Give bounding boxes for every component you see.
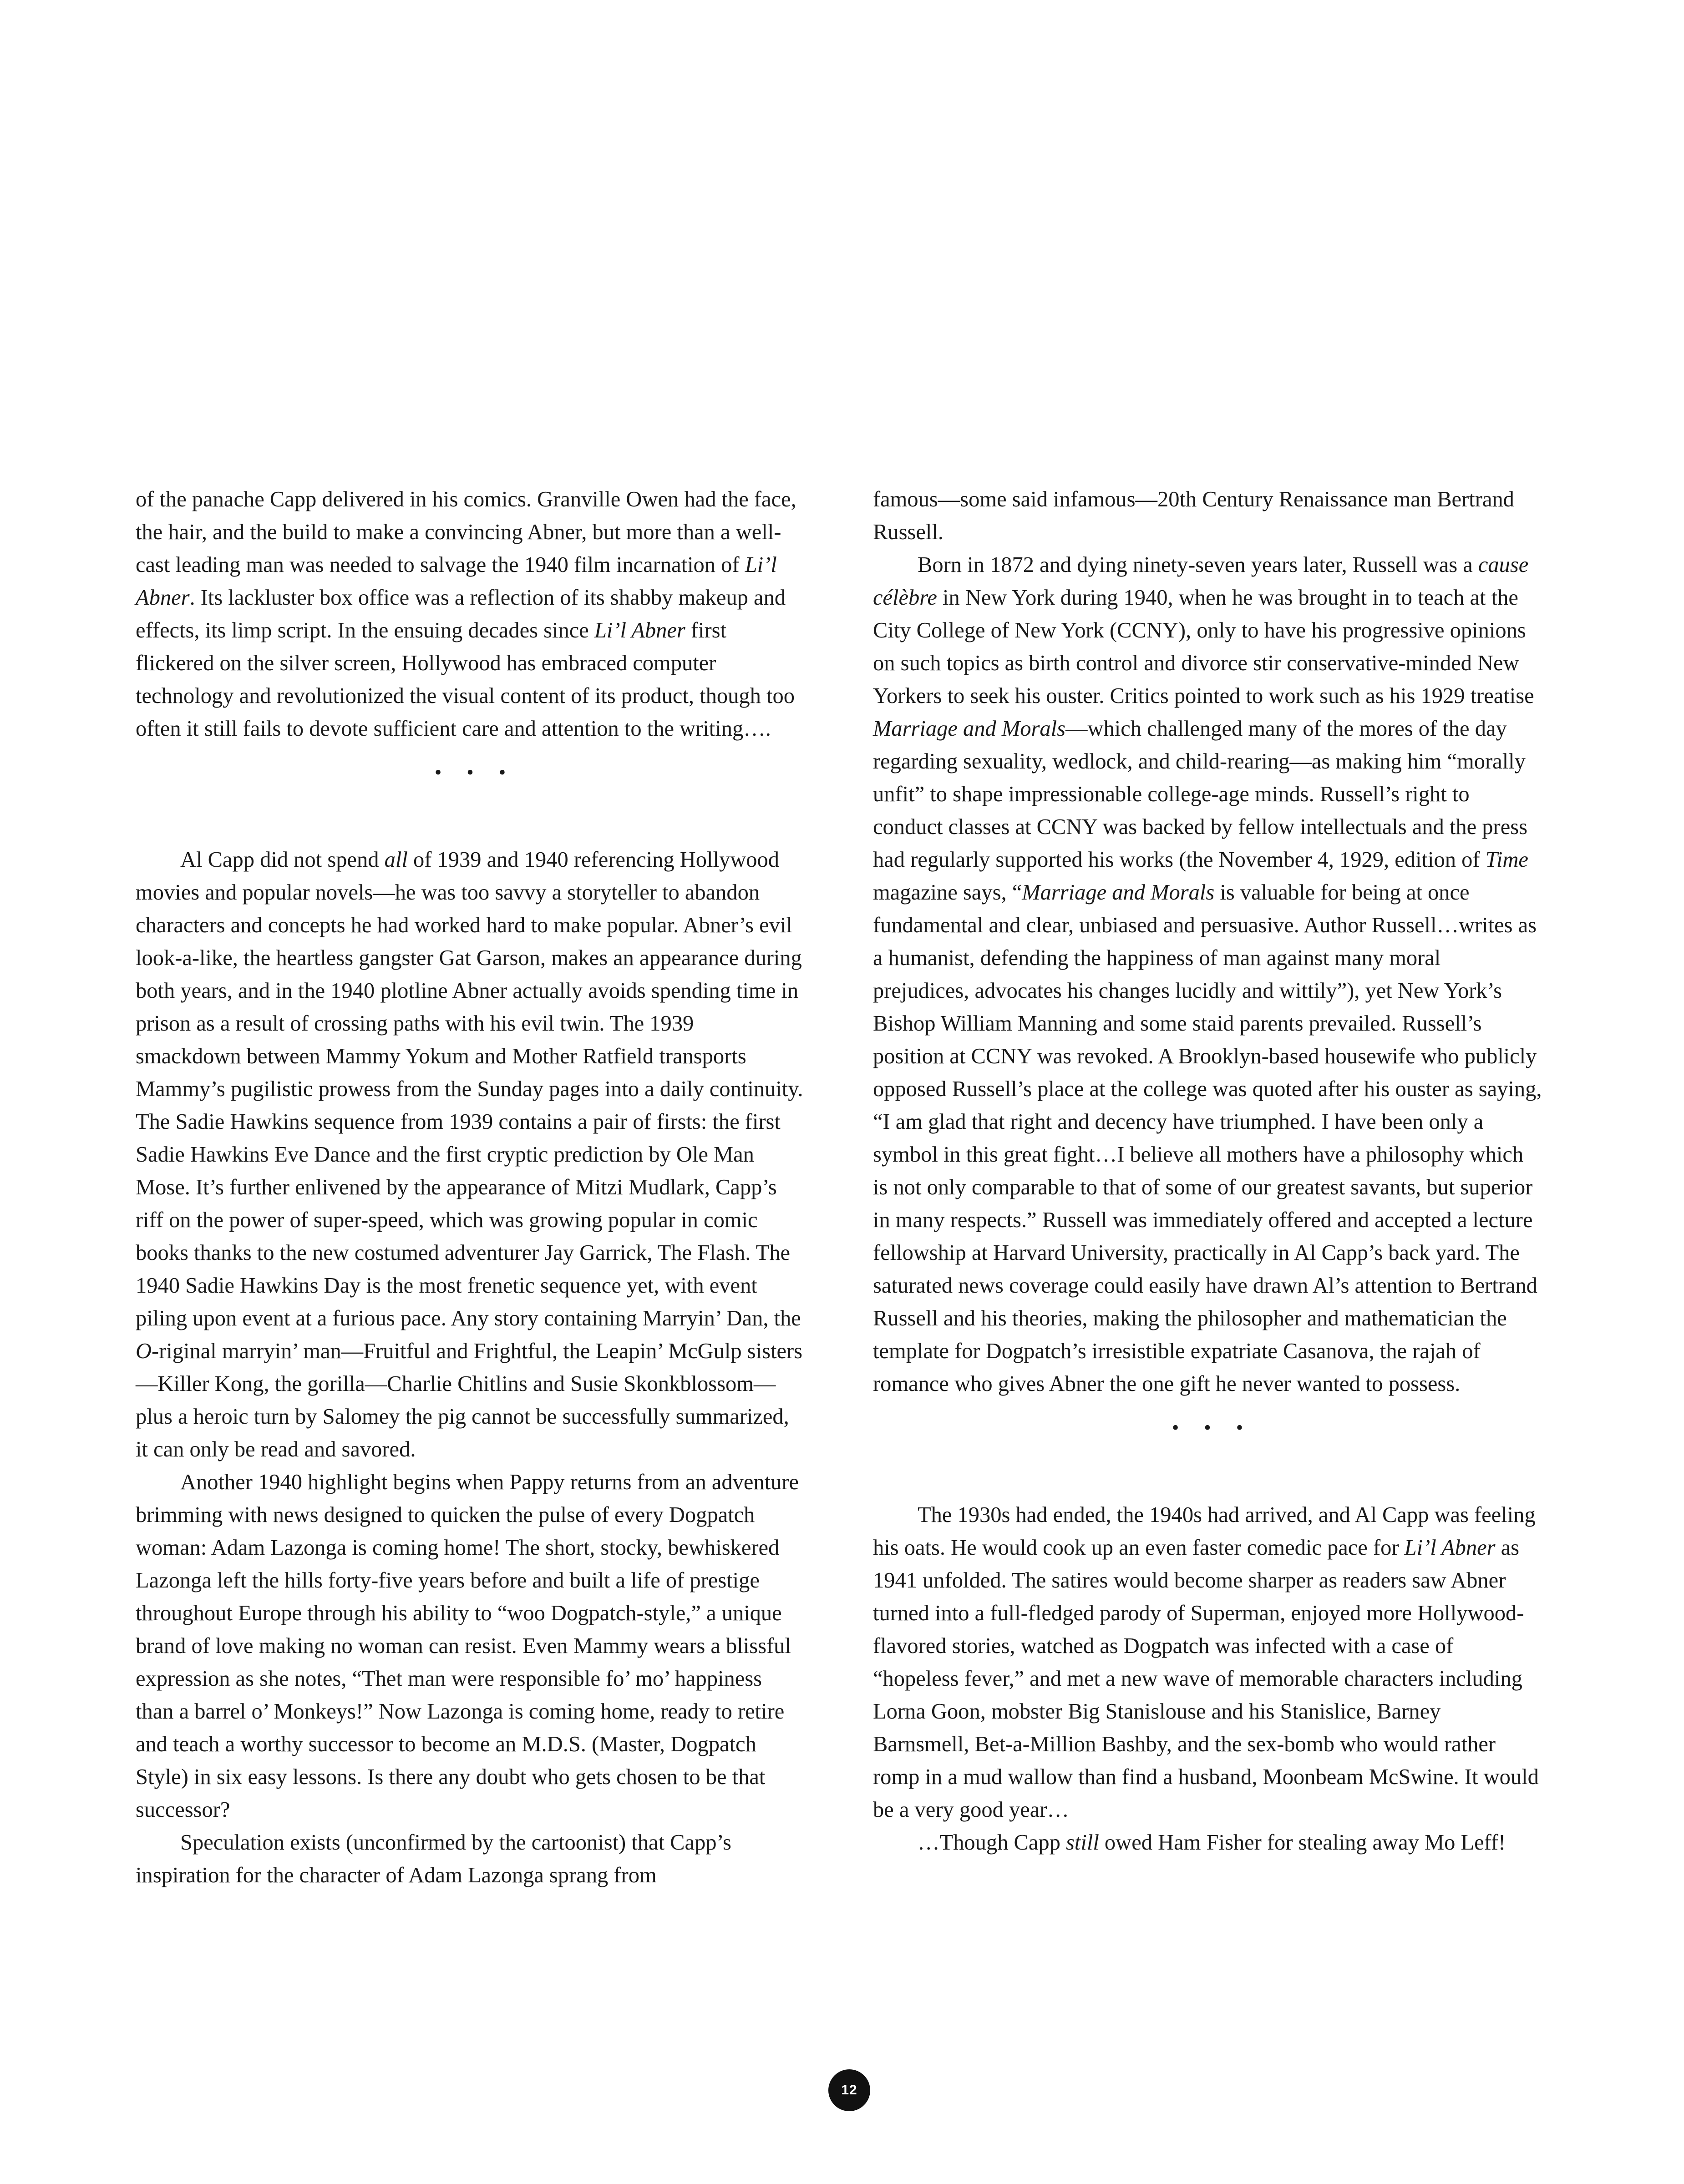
section-divider: • • •	[1172, 1416, 1253, 1439]
left-paragraph-1: of the panache Capp delivered in his comics. Granville Owen had the face, the hair, and the build to make a convincing Abner, but more than a well-cast leading man was needed to salvage the 1940 film incarnation of Li’l Abner. Its lackluster box office was a reflection of its shabby makeup and effects, its limp script. In the ensuing decades since Li’l Abner first flickered on the silver screen, Hollywood has embraced computer technology and revolutionized the visual content of its product, though too often it still fails to devote sufficient care and attention to the writing….	[136, 487, 796, 741]
right-paragraph-3: The 1930s had ended, the 1940s had arrived, and Al Capp was feeling his oats. He would cook up an even faster comedic pace for Li’l Abner as 1941 unfolded. The satires would become sharper as readers saw Abner turned into a full-fledged parody of Superman, enjoyed more Hollywood-flavored stories, watched as Dogpatch was infected with a case of “hopeless fever,” and met a new wave of memorable characters including Lorna Goon, mobster Big Stanislouse and his Stanislice, Barney Barnsmell, Bet-a-Million Bashby, and the sex-bomb who would rather romp in a mud wallow than find a husband, Moonbeam McSwine. It would be a very good year…	[873, 1503, 1539, 1822]
left-paragraph-4: Speculation exists (unconfirmed by the cartoonist) that Capp’s inspiration for the character of Adam Lazonga sprang from	[136, 1830, 731, 1887]
page-number: 12	[828, 2069, 870, 2111]
left-paragraph-3: Another 1940 highlight begins when Pappy returns from an adventure brimming with news designed to quicken the pulse of every Dogpatch woman: Adam Lazonga is coming home! The short, stocky, bewhiskered Lazonga left the hills forty-five years before and built a life of prestige throughout Europe through his ability to “woo Dogpatch-style,” a unique brand of love making no woman can resist. Even Mammy wears a blissful expression as she notes, “Thet man were responsible fo’ mo’ happiness than a barrel o’ Monkeys!” Now Lazonga is coming home, ready to retire and teach a worthy successor to become an M.D.S. (Master, Dogpatch Style) in six easy lessons. Is there any doubt who gets chosen to be that successor?	[136, 1470, 799, 1822]
left-paragraph-2: Al Capp did not spend all of 1939 and 1940 referencing Hollywood movies and popular novels—he was too savvy a storyteller to abandon characters and concepts he had worked hard to make popular. Abner’s evil look-a-like, the heartless gangster Gat Garson, makes an appearance during both years, and in the 1940 plotline Abner actually avoids spending time in prison as a result of crossing paths with his evil twin. The 1939 smackdown between Mammy Yokum and Mother Ratfield transports Mammy’s pugilistic prowess from the Sunday pages into a daily continuity. The Sadie Hawkins sequence from 1939 contains a pair of firsts: the first Sadie Hawkins Eve Dance and the first cryptic prediction by Ole Man Mose. It’s further enlivened by the appearance of Mitzi Mudlark, Capp’s riff on the power of super-speed, which was growing popular in comic books thanks to the new costumed adventurer Jay Garrick, The Flash. The 1940 Sadie Hawkins Day is the most frenetic sequence yet, with event piling upon event at a furious pace. Any story containing Marryin’ Dan, the O-riginal marryin’ man—Fruitful and Frightful, the Leapin’ McGulp sisters—Killer Kong, the gorilla—Charlie Chitlins and Susie Skonkblossom—plus a heroic turn by Salomey the pig cannot be successfully summarized, it can only be read and savored.	[136, 848, 803, 1461]
section-divider: • • •	[434, 761, 516, 784]
left-column	[136, 483, 805, 1892]
right-column	[873, 483, 1542, 1859]
right-paragraph-1: famous—some said infamous—20th Century Renaissance man Bertrand Russell.	[873, 487, 1514, 544]
right-paragraph-2: Born in 1872 and dying ninety-seven years later, Russell was a cause célèbre in New York during 1940, when he was brought in to teach at the City College of New York (CCNY), only to have his progressive opinions on such topics as birth control and divorce stir conservative-minded New Yorkers to seek his ouster. Critics pointed to work such as his 1929 treatise Marriage and Morals—which challenged many of the mores of the day regarding sexuality, wedlock, and child-rearing—as making him “morally unfit” to shape impressionable college-age minds. Russell’s right to conduct classes at CCNY was backed by fellow intellectuals and the press had regularly supported his works (the November 4, 1929, edition of Time magazine says, “Marriage and Morals is valuable for being at once fundamental and clear, unbiased and persuasive. Author Russell…writes as a humanist, defending the happiness of man against many moral prejudices, advocates his changes lucidly and wittily”), yet New York’s Bishop William Manning and some staid parents prevailed. Russell’s position at CCNY was revoked. A Brooklyn-based housewife who publicly opposed Russell’s place at the college was quoted after his ouster as saying, “I am glad that right and decency have triumphed. I have been only a symbol in this great fight…I believe all mothers have a philosophy which is not only comparable to that of some of our greatest savants, but superior in many respects.” Russell was immediately offered and accepted a lecture fellowship at Harvard University, practically in Al Capp’s back yard. The saturated news coverage could easily have drawn Al’s attention to Bertrand Russell and his theories, making the philosopher and mathematician the template for Dogpatch’s irresistible expatriate Casanova, the rajah of romance who gives Abner the one gift he never wanted to possess.	[873, 553, 1542, 1396]
right-paragraph-4: …Though Capp still owed Ham Fisher for stealing away Mo Leff!	[918, 1830, 1506, 1855]
